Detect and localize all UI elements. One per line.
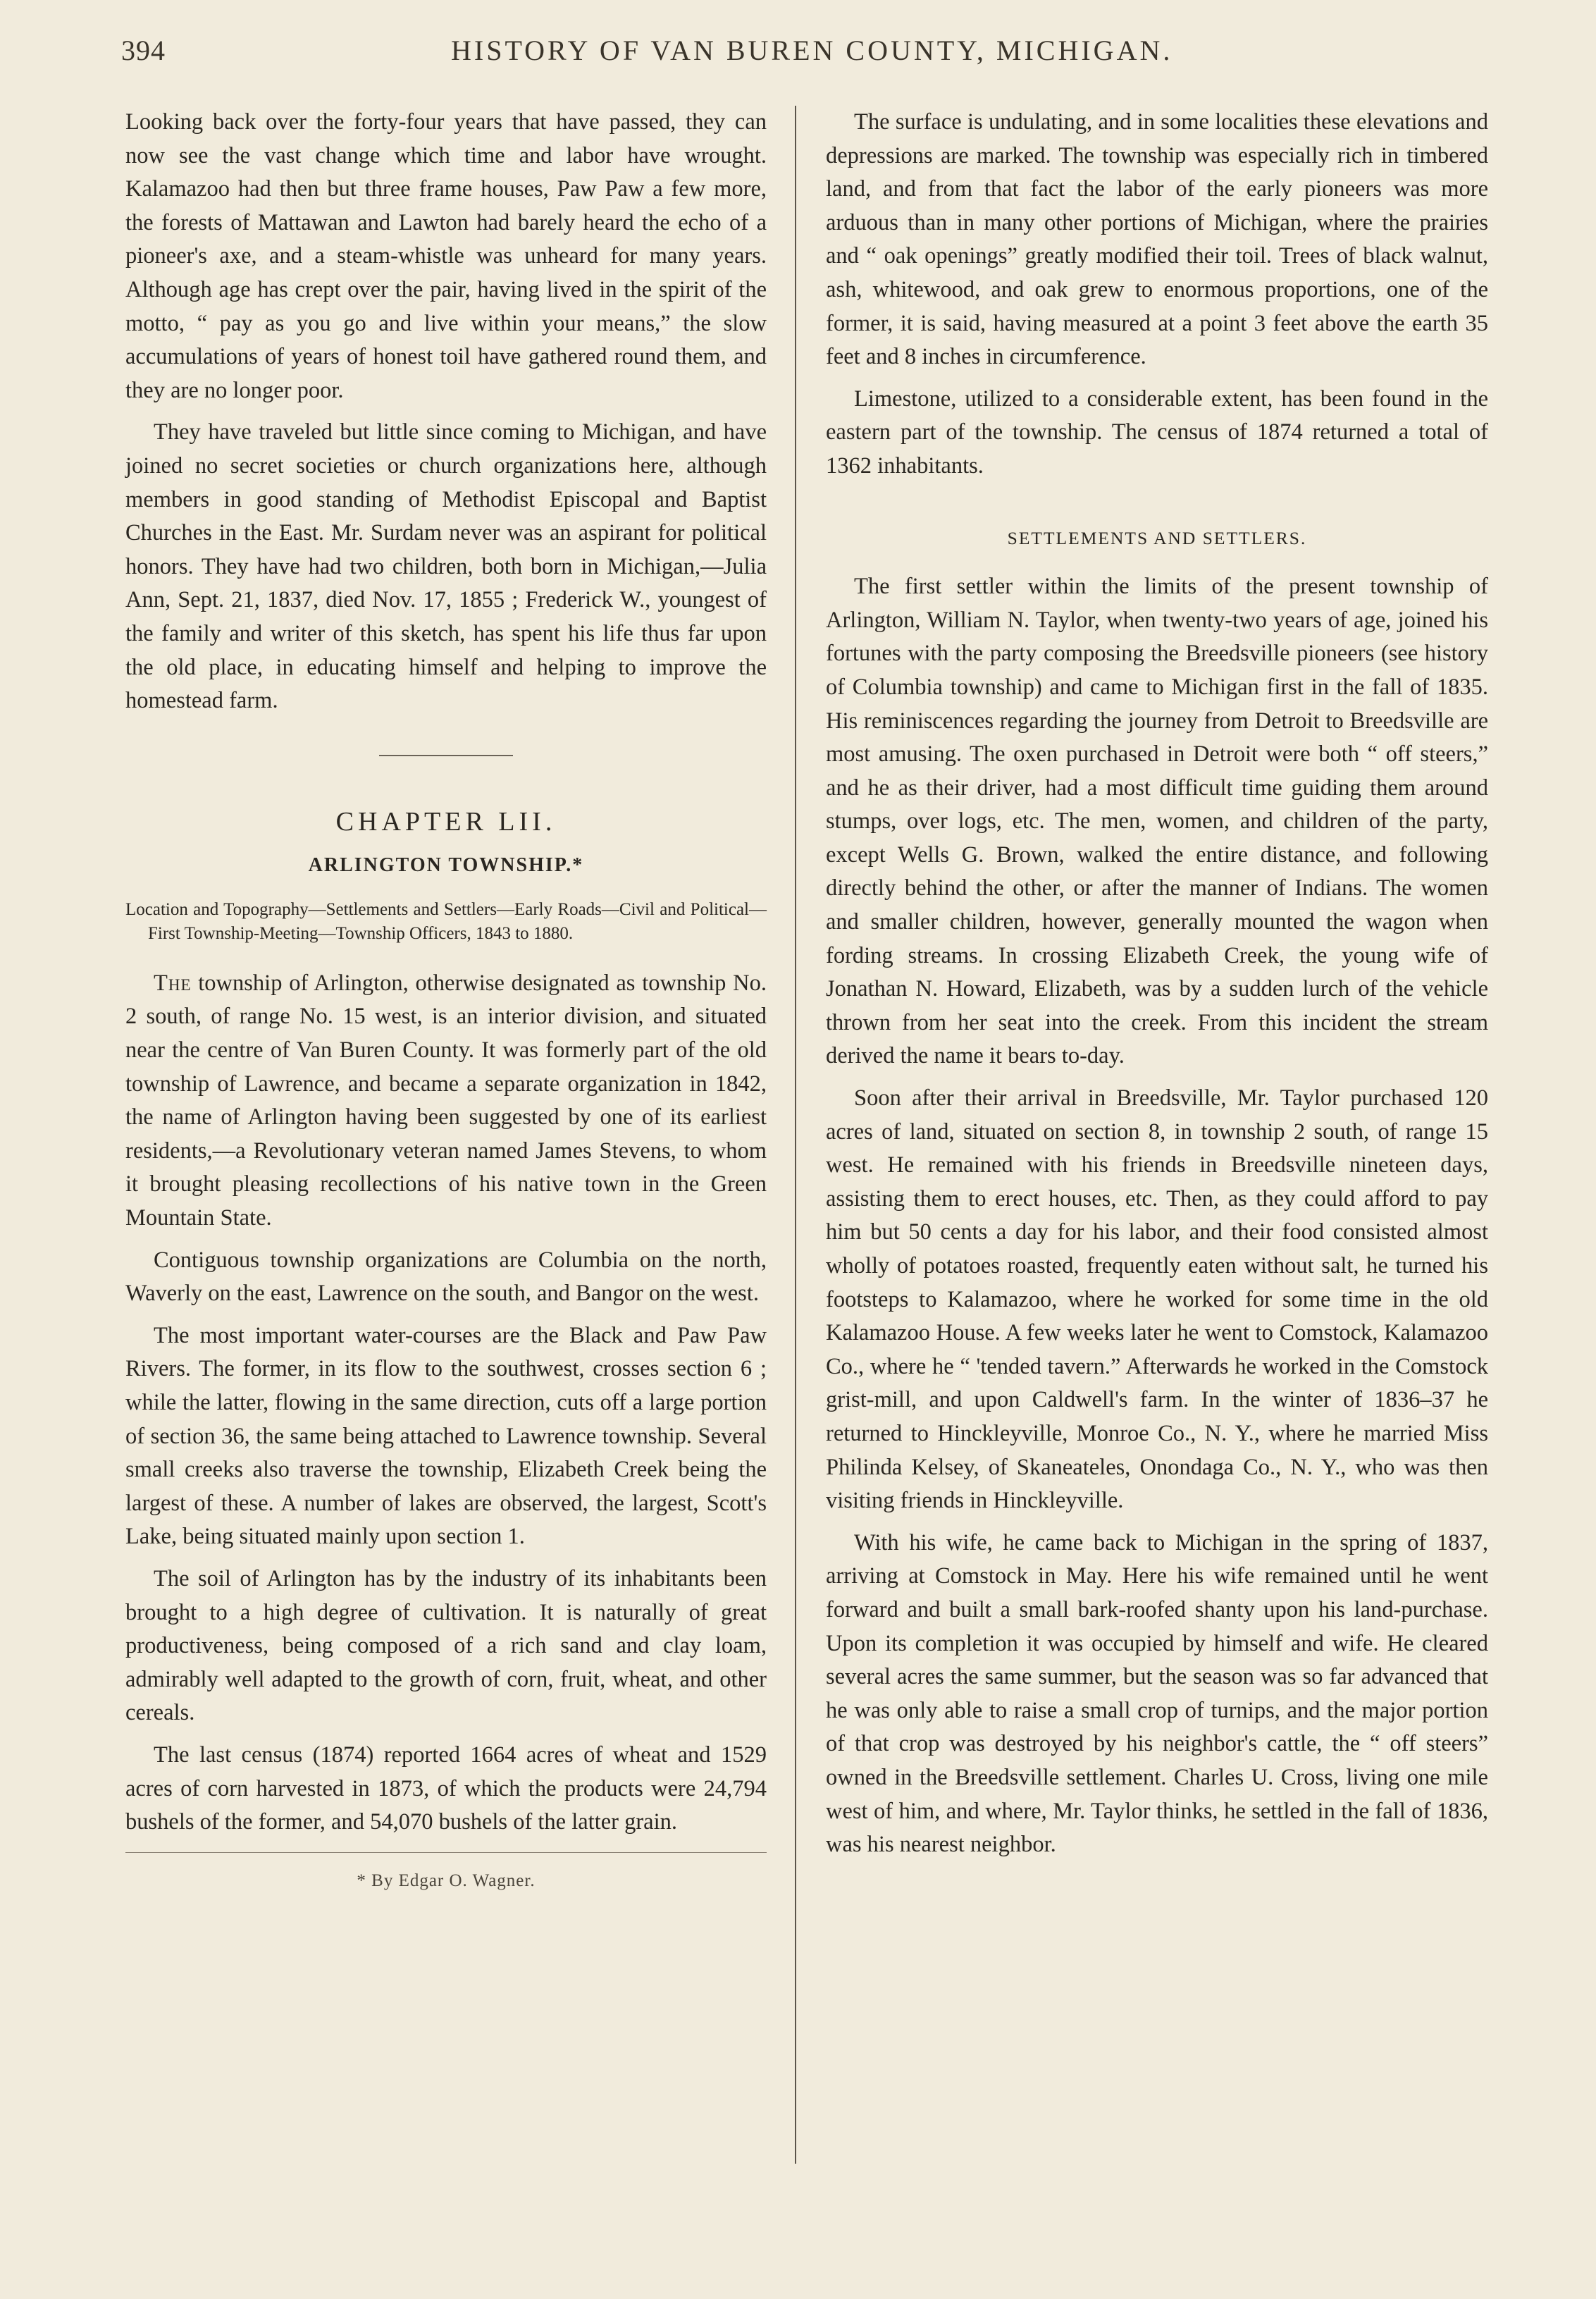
page-number: 394 xyxy=(121,35,166,66)
chapter-subtitle: ARLINGTON TOWNSHIP.* xyxy=(308,854,584,877)
section-divider xyxy=(379,755,513,756)
right-column xyxy=(826,106,1488,1870)
paragraph: The surface is undulating, and in some localities these elevations and depressions are marked. The township was especially rich in timbered land, and from that fact the labor of the early pioneers was more arduous than in many other portions of Michigan, where the prairies and “ oak openings” greatly modified their toil. Trees of black walnut, ash, whitewood, and oak grew to enormous proportions, one of the former, it is said, having measured at a point 3 feet above the earth 35 feet and 8 inches in circumference. xyxy=(826,109,1488,370)
running-head xyxy=(106,34,1455,69)
paragraph: The soil of Arlington has by the industry of its inhabitants been brought to a high degree of cultivation. It is naturally of great productiveness, being composed of a rich sand and clay loam, admirably well adapted to the growth of corn, fruit, wheat, and other cereals. xyxy=(125,1565,767,1726)
column-divider xyxy=(795,106,796,2164)
paragraph: Limestone, utilized to a considerable extent, has been found in the eastern part of the township. The census of 1874 returned a total of 1362 inhabitants. xyxy=(826,386,1488,479)
section-heading: SETTLEMENTS AND SETTLERS. xyxy=(1007,527,1307,548)
footnote-rule xyxy=(125,1852,767,1853)
running-title: HISTORY OF VAN BUREN COUNTY, MICHIGAN. xyxy=(451,35,1173,66)
paragraph: The most important water-courses are the Black and Paw Paw Rivers. The former, in its flow to the southwest, crosses section 6 ; while the latter, flowing in the same direction, cuts off a large portion of section 36, the same being attached to Lawrence township. Several small creeks also traverse the township, Elizabeth Creek being the largest of these. A number of lakes are observed, the largest, Scott's Lake, being situated mainly upon section 1. xyxy=(125,1322,767,1550)
paragraph: With his wife, he came back to Michigan in the spring of 1837, arriving at Comstock in May. Here his wife remained until he went forward and built a small bark-roofed shanty upon his land-purchase. Upon its completion it was occupied by himself and wife. He cleared several acres the same summer, but the season was so far advanced that he was only able to raise a small crop of turnips, and the major portion of that crop was destroyed by his neighbor's cattle, the “ off steers” owned in the Breedsville settlement. Charles U. Cross, living one mile west of him, and where, Mr. Taylor thinks, he settled in the fall of 1836, was his nearest neighbor. xyxy=(826,1529,1488,1858)
paragraph xyxy=(125,967,767,1235)
paragraph: The first settler within the limits of the present township of Arlington, William N. Taylor, when twenty-two years of age, joined his fortunes with the party composing the Breedsville pioneers (see history of Columbia township) and came to Michigan first in the fall of 1835. His reminiscences regarding the journey from Detroit to Breedsville are most amusing. The oxen purchased in Detroit were both “ off steers,” and he as their driver, had a most difficult time guiding them around stumps, over logs, etc. The men, women, and children of the party, except Wells G. Brown, walked the entire distance, and following directly behind the other, or after the manner of Indians. The women and smaller children, however, generally mounted the wagon when fording streams. In crossing Elizabeth Creek, the young wife of Jonathan N. Howard, Elizabeth, was by a sudden lurch of the vehicle thrown from her seat into the creek. From this incident the stream derived the name it bears to-day. xyxy=(826,574,1488,1069)
paragraph-text: township of Arlington, otherwise designated as township No. 2 south, of range No. 15 west, is an interior division, and situated near the centre of Van Buren County. It was formerly part of the old township of Lawrence, and became a separate organization in 1842, the name of Arlington having been suggested by one of its earliest residents,—a Revolutionary veteran named James Stevens, to whom it brought pleasing recollections of his native town in the Green Mountain State. xyxy=(125,970,767,1231)
footnote: * By Edgar O. Wagner. xyxy=(357,1870,536,1890)
paragraph: Looking back over the forty-four years that have passed, they can now see the vast change which time and labor have wrought. Kalamazoo had then but three frame houses, Paw Paw a few more, the forests of Mattawan and Lawton had barely heard the echo of a pioneer's axe, and a steam-whistle was unheard for many years. Although age has crept over the pair, having lived in the spirit of the motto, “ pay as you go and live within your means,” the slow accumulations of years of honest toil have gathered round them, and they are no longer poor. xyxy=(125,109,767,403)
chapter-summary: Location and Topography—Settlements and Settlers—Early Roads—Civil and Political—First Township-Meeting—Township Officers, 1843 to 1880. xyxy=(125,899,767,943)
paragraph: Soon after their arrival in Breedsville, Mr. Taylor purchased 120 acres of land, situated on section 8, in township 2 south, of range 15 west. He remained with his friends in Breedsville nineteen days, assisting them to erect houses, etc. Then, as they could afford to pay him but 50 cents a day for his labor, and their food consisted almost wholly of potatoes roasted, frequently eaten without salt, he turned his footsteps to Kalamazoo, where he worked for some time in the old Kalamazoo House. A few weeks later he went to Comstock, Kalamazoo Co., where he “ 'tended tavern.” Afterwards he worked in the Comstock grist-mill, and upon Caldwell's farm. In the winter of 1836–37 he returned to Hinckleyville, Monroe Co., N. Y., where he married Miss Philinda Kelsey, of Skaneateles, Onondaga Co., N. Y., who was then visiting friends in Hinckleyville. xyxy=(826,1085,1488,1514)
paragraph: Contiguous township organizations are Columbia on the north, Waverly on the east, Lawrence on the south, and Bangor on the west. xyxy=(125,1247,767,1307)
chapter-title: CHAPTER LII. xyxy=(335,806,557,837)
paragraph: The last census (1874) reported 1664 acres of wheat and 1529 acres of corn harvested in 1873, of which the products were 24,794 bushels of the former, and 54,070 bushels of the latter grain. xyxy=(125,1742,767,1835)
lead-word: The xyxy=(154,970,192,996)
left-column xyxy=(125,106,767,1897)
paragraph: They have traveled but little since coming to Michigan, and have joined no secret societies or church organizations here, although members in good standing of Methodist Episcopal and Baptist Churches in the East. Mr. Surdam never was an aspirant for political honors. They have had two children, both born in Michigan,—Julia Ann, Sept. 21, 1837, died Nov. 17, 1855 ; Frederick W., youngest of the family and writer of this sketch, has spent his life thus far upon the old place, in educating himself and helping to improve the homestead farm. xyxy=(125,419,767,714)
